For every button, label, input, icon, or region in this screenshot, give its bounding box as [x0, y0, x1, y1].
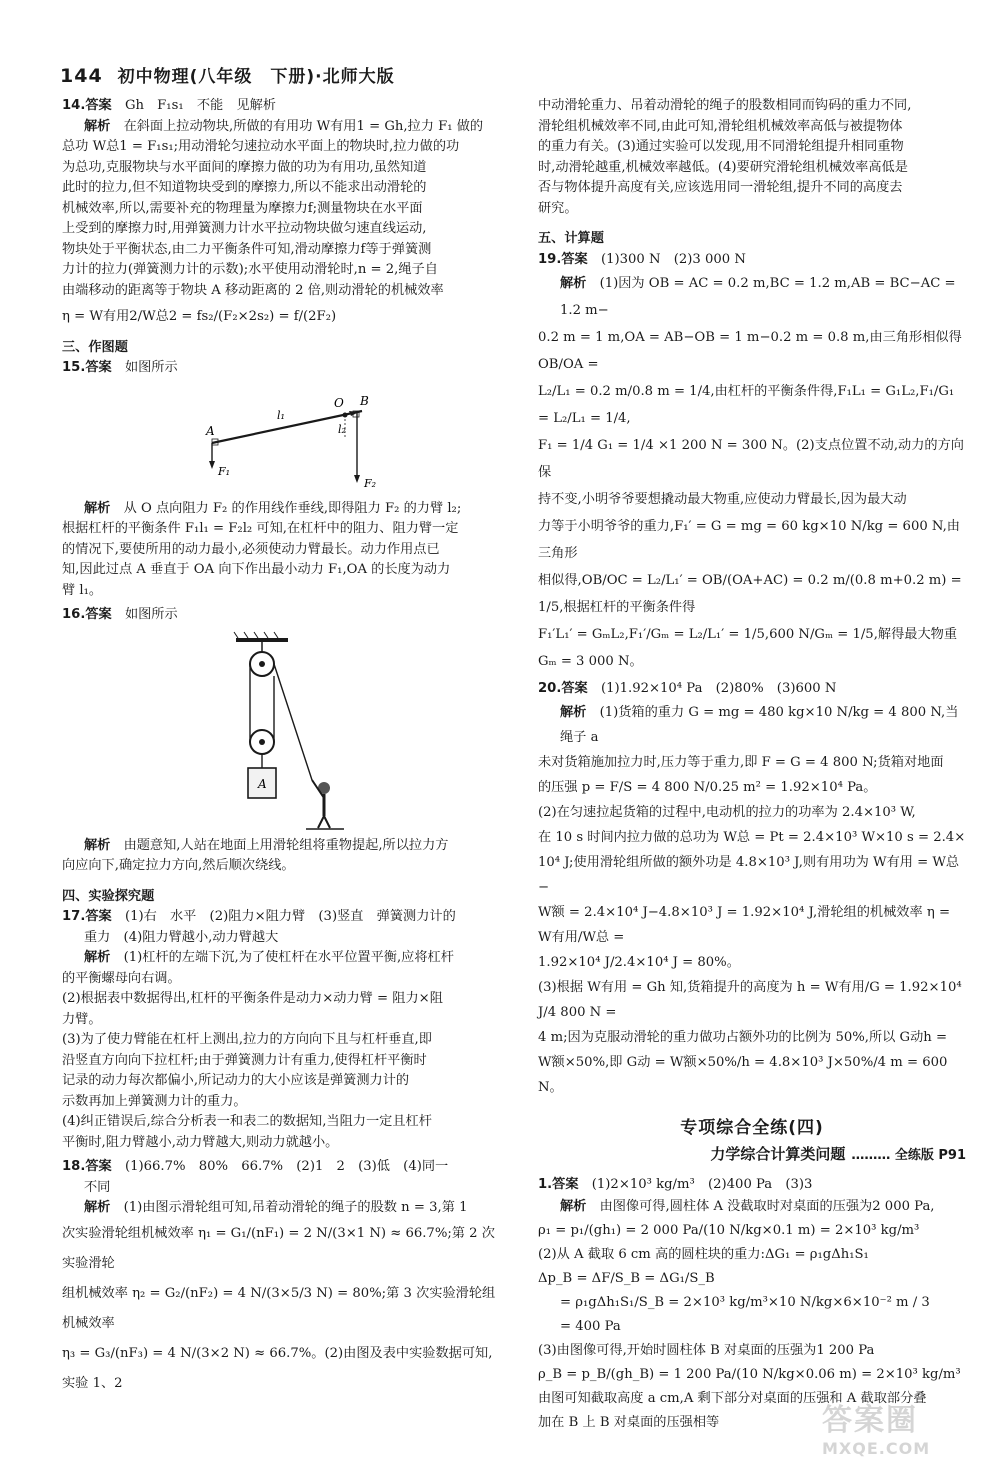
answer-text: (1)300 N (2)3 000 N — [600, 251, 746, 267]
analysis-line: 组机械效率 η₂ = G₂/(nF₂) = 4 N/(3×5/3 N) = 80%;第 3 次实验滑轮组机械效率 — [62, 1285, 496, 1331]
analysis-line: 从 O 点向阻力 F₂ 的作用线作垂线,即得阻力 F₂ 的力臂 l₂; — [123, 500, 462, 516]
fixed-pulley-axle — [259, 661, 265, 667]
answer-label: 1.答案 — [538, 1176, 579, 1192]
analysis-line: 力等于小明爷爷的重力,F₁′ = G = mg = 60 kg×10 N/kg = 600 N,由三角形 — [538, 519, 960, 561]
special-section-title: 专项综合全练(四) — [680, 1117, 824, 1138]
label-l1: l₁ — [277, 408, 285, 422]
analysis-line: (4)纠正错误后,综合分析表一和表二的数据知,当阻力一定且杠杆 — [62, 1114, 432, 1129]
right-column — [538, 96, 966, 1439]
f1-arrowhead — [209, 461, 215, 469]
analysis-line: 沿竖直方向向下拉杠杆;由于弹簧测力计有重力,使得杠杆平衡时 — [62, 1052, 427, 1068]
answer-label: 20.答案 — [538, 681, 588, 696]
analysis-label: 解析 — [84, 950, 111, 965]
analysis-line: 上受到的摩擦力时,用弹簧测力计水平拉动物块做匀速直线运动, — [62, 221, 427, 236]
label-o: O — [334, 395, 344, 410]
answer-label: 18.答案 — [62, 1159, 112, 1174]
analysis-line: 在斜面上拉动物块,所做的有用功 W有用1 = Gh,拉力 F₁ 做的 — [123, 118, 484, 134]
running-head — [60, 62, 395, 87]
answer-label: 14.答案 — [62, 98, 112, 113]
analysis-label: 解析 — [84, 1200, 111, 1215]
answer-label: 16.答案 — [62, 607, 112, 622]
analysis-line: 机械效率,所以,需要补充的物理量为摩擦力f;测量物块在水平面 — [62, 200, 423, 216]
analysis-line: 向应向下,确定拉力方向,然后顺次绕线。 — [62, 858, 295, 873]
section-heading: 五、计算题 — [538, 231, 604, 246]
section-heading: 四、实验探究题 — [62, 888, 155, 904]
analysis-line: 次实验滑轮组机械效率 η₁ = G₁/(nF₁) = 2 N/(3×1 N) ≈ 66.7%;第 2 次实验滑轮 — [62, 1225, 495, 1271]
analysis-line: W额 = 2.4×10⁴ J−4.8×10³ J = 1.92×10⁴ J,滑轮组的机械效率 η = W有用/W总 = — [538, 904, 951, 945]
ceiling-hatch — [264, 632, 268, 638]
label-f1: F₁ — [218, 464, 231, 478]
section-heading: 三、作图题 — [62, 339, 128, 355]
analysis-line: 总功 W总1 = F₁s₁;用动滑轮匀速拉动水平面上的物块时,拉力做的功 — [62, 139, 460, 154]
analysis-line: F₁ = 1/4 G₁ = 1/4 ×1 200 N = 300 N。(2)支点位置不动,动力的方向保 — [538, 438, 964, 480]
analysis-line: L₂/L₁ = 0.2 m/0.8 m = 1/4,由杠杆的平衡条件得,F₁L₁ = G₁L₂,F₁/G₁ = L₂/L₁ = 1/4, — [538, 384, 955, 426]
analysis-line: 的压强 p = F/S = 4 800 N/0.25 m² = 1.92×10⁴ Pa。 — [538, 779, 877, 795]
analysis-line: (1)杠杆的左端下沉,为了使杠杆在水平位置平衡,应将杠杆 — [123, 950, 454, 965]
analysis-line: 的平衡螺母向右调。 — [62, 970, 181, 986]
analysis-line: 为总功,克服物块与水平面间的摩擦力做的功为有用功,虽然知道 — [62, 159, 427, 175]
analysis-line: 平衡时,阻力臂越小,动力臂越大,则动力就越小。 — [62, 1134, 339, 1150]
analysis-line: ρ_B = p_B/(gh_B) = 1 200 Pa/(10 N/kg×0.06 m) = 2×10³ kg/m³ — [538, 1367, 961, 1382]
answer-label: 15.答案 — [62, 360, 112, 375]
subtitle-text: 力学综合计算类问题 — [710, 1145, 846, 1163]
analysis-label: 解析 — [84, 837, 111, 853]
analysis-line: 中动滑轮重力、吊着动滑轮的绳子的股数相同而钩码的重力不同, — [538, 98, 912, 113]
question-20 — [538, 679, 966, 1100]
analysis-line: (1)货箱的重力 G = mg = 480 kg×10 N/kg = 4 800 N,当绳子 a — [560, 704, 959, 745]
analysis-line: 臂 l₁。 — [62, 582, 103, 598]
question-18 — [62, 1157, 502, 1399]
analysis-line: 0.2 m = 1 m,OA = AB−OB = 1 m−0.2 m = 0.8 m,由三角形相似得 OB/OA = — [538, 330, 962, 372]
analysis-line: 时,动滑轮越重,机械效率越低。(4)要研究滑轮组机械效率高低是 — [538, 159, 908, 175]
analysis-label: 解析 — [560, 276, 587, 291]
watermark-url: MXQE.COM — [822, 1439, 931, 1458]
analysis-line: 在 10 s 时间内拉力做的总功为 W总 = Pt = 2.4×10³ W×10 s = 2.4× — [538, 829, 966, 845]
analysis-line: 加在 B 上 B 对桌面的压强相等 — [538, 1415, 720, 1430]
answer-text: 如图所示 — [124, 360, 178, 375]
question-17 — [62, 907, 502, 1153]
label-l2: l₂ — [338, 422, 346, 436]
analysis-line: 研究。 — [538, 200, 578, 216]
person-leg — [324, 816, 330, 828]
analysis-line: 由图像可得,圆柱体 A 没截取时对桌面的压强为2 000 Pa, — [599, 1199, 935, 1214]
fulcrum-o — [343, 412, 348, 417]
analysis-line: (2)根据表中数据得出,杠杆的平衡条件是动力×动力臂 = 阻力×阻 — [62, 991, 443, 1006]
analysis-line: 物块处于平衡状态,由二力平衡条件可知,滑动摩擦力f等于弹簧测 — [62, 241, 432, 257]
analysis-line: (2)在匀速拉起货箱的过程中,电动机的拉力的功率为 2.4×10³ W, — [538, 804, 916, 820]
analysis-line: 的重力有关。(3)通过实验可以发现,用不同滑轮组提升相同重物 — [538, 139, 904, 154]
analysis-line: η₃ = G₃/(nF₃) = 4 N/(3×2 N) ≈ 66.7%。(2)由图及表中实验数据可知,实验 1、2 — [62, 1345, 493, 1391]
analysis-label: 解析 — [84, 500, 111, 516]
analysis-line: 由图可知截取高度 a cm,A 剩下部分对桌面的压强和 A 截取部分叠 — [538, 1391, 927, 1406]
answer-label: 17.答案 — [62, 909, 112, 924]
question-14 — [62, 96, 502, 328]
analysis-line: = ρ₁gΔh₁S₁/S_B = 2×10³ kg/m³×10 N/kg×6×10⁻² m / 3 — [560, 1295, 930, 1310]
analysis-line: = 400 Pa — [560, 1319, 621, 1334]
question-19 — [538, 250, 966, 676]
analysis-line: (3)根据 W有用 = Gh 知,货箱提升的高度为 h = W有用/G = 1.92×10⁴ J/4 800 N = — [538, 979, 962, 1020]
analysis-line: (3)由图像可得,开始时圆柱体 B 对桌面的压强为1 200 Pa — [538, 1343, 875, 1358]
f2-arrowhead — [354, 475, 360, 483]
analysis-label: 解析 — [560, 704, 587, 720]
site-watermark — [822, 1395, 982, 1458]
answer-label: 19.答案 — [538, 251, 588, 267]
label-weight-a: A — [258, 776, 267, 791]
analysis-line: 4 m;因为克服动滑轮的重力做功占额外功的比例为 50%,所以 G动h = — [538, 1029, 947, 1045]
answer-text: 重力 (4)阻力臂越小,动力臂越大 — [84, 929, 279, 945]
answer-text: (1)右 水平 (2)阻力×阻力臂 (3)竖直 弹簧测力计的 — [124, 909, 456, 924]
question-16 — [62, 605, 502, 877]
movable-pulley-axle — [259, 739, 265, 745]
left-column — [62, 96, 502, 1403]
book-title: 初中物理(八年级 下册)·北师大版 — [117, 67, 395, 87]
analysis-line: 持不变,小明爷爷要想撬动最大物重,应使动力臂最长,因为最大动 — [538, 492, 907, 507]
answer-text: (1)66.7% 80% 66.7% (2)1 2 (3)低 (4)同一 — [124, 1159, 449, 1174]
analysis-line: 力臂。 — [62, 1011, 102, 1027]
analysis-line: 相似得,OB/OC = L₂/L₁′ = OB/(OA+AC) = 0.2 m/(0.8 m+0.2 m) = 1/5,根据杠杆的平衡条件得 — [538, 573, 962, 615]
answer-text: Gh F₁s₁ 不能 见解析 — [124, 98, 276, 113]
ceiling-hatch — [234, 632, 238, 638]
answer-text: (1)1.92×10⁴ Pa (2)80% (3)600 N — [600, 681, 837, 696]
analysis-line: 的情况下,要使所用的动力最小,必须使动力臂最长。动力作用点已 — [62, 541, 440, 557]
ceiling-hatch — [274, 632, 278, 638]
analysis-line: 由端移动的距离等于物块 A 移动距离的 2 倍,则动滑轮的机械效率 — [62, 282, 444, 298]
label-f2: F₂ — [364, 476, 377, 490]
analysis-line: 1.92×10⁴ J/2.4×10⁴ J = 80%。 — [538, 954, 740, 970]
analysis-line: (2)从 A 截取 6 cm 高的圆柱块的重力:ΔG₁ = ρ₁gΔh₁S₁ — [538, 1247, 869, 1262]
efficiency-formula: η = W有用2/W总2 = fs₂/(F₂×2s₂) = f/(2F₂) — [62, 309, 337, 324]
lever-diagram — [62, 383, 502, 493]
label-b: B — [360, 393, 369, 408]
analysis-line: 否与物体提升高度有关,应该选用同一滑轮组,提升不同的高度去 — [538, 180, 903, 195]
watermark-logo-text: 答案圈 — [822, 1403, 918, 1438]
ceiling-hatch — [244, 632, 248, 638]
analysis-line: 力计的拉力(弹簧测力计的示数);水平使用动滑轮时,n = 2,绳子自 — [62, 262, 438, 277]
pulley-diagram — [62, 630, 502, 830]
analysis-line: 10⁴ J;使用滑轮组所做的额外功是 4.8×10³ J,则有用功为 W有用 = W总 − — [538, 854, 960, 895]
analysis-line: (1)因为 OB = AC = 0.2 m,BC = 1.2 m,AB = BC−AC = 1.2 m− — [560, 276, 956, 318]
rope-free-end — [274, 664, 312, 780]
page-reference: ……… 全练版 P91 — [851, 1148, 966, 1163]
analysis-line: ρ₁ = p₁/(gh₁) = 2 000 Pa/(10 N/kg×0.1 m) = 2×10³ kg/m³ — [538, 1223, 920, 1238]
analysis-line: 根据杠杆的平衡条件 F₁l₁ = F₂l₂ 可知,在杠杆中的阻力、阻力臂一定 — [62, 521, 459, 536]
analysis-line: (1)由图示滑轮组可知,吊着动滑轮的绳子的股数 n = 3,第 1 — [123, 1200, 468, 1215]
answer-text: 不同 — [84, 1179, 111, 1195]
answer-text: (1)2×10³ kg/m³ (2)400 Pa (3)3 — [591, 1176, 813, 1192]
analysis-line: (3)为了使力臂能在杠杆上测出,拉力的方向向下且与杠杆垂直,即 — [62, 1032, 432, 1047]
analysis-line: 知,因此过点 A 垂直于 OA 向下作出最小动力 F₁,OA 的长度为动力 — [62, 562, 451, 577]
ceiling-hatch — [254, 632, 258, 638]
analysis-line: F₁′L₁′ = GₘL₂,F₁′/Gₘ = L₂/L₁′ = 1/5,600 N/Gₘ = 1/5,解得最大物重 Gₘ = 3 000 N。 — [538, 627, 958, 669]
label-a: A — [206, 423, 215, 438]
special-section-subtitle — [538, 1144, 966, 1167]
analysis-line: 此时的拉力,但不知道物块受到的摩擦力,所以不能求出动滑轮的 — [62, 180, 427, 195]
answer-text: 如图所示 — [124, 607, 178, 622]
analysis-line: W额×50%,即 G动 = W额×50%/h = 4.8×10³ J×50%/4 m = 600 N。 — [538, 1054, 948, 1095]
analysis-label: 解析 — [560, 1199, 587, 1214]
analysis-line: 示数再加上弹簧测力计的重力。 — [62, 1093, 247, 1109]
analysis-label: 解析 — [84, 118, 111, 134]
question-18-continued — [538, 96, 966, 219]
analysis-line: 记录的动力每次都偏小,所记动力的大小应该是弹簧测力计的 — [62, 1073, 410, 1088]
question-15 — [62, 358, 502, 601]
person-leg — [318, 816, 324, 828]
analysis-line: Δp_B = ΔF/S_B = ΔG₁/S_B — [538, 1271, 715, 1286]
analysis-line: 未对货箱施加拉力时,压力等于重力,即 F = G = 4 800 N;货箱对地面 — [538, 754, 944, 770]
analysis-line: 由题意知,人站在地面上用滑轮组将重物提起,所以拉力方 — [123, 837, 449, 853]
analysis-line: 滑轮组机械效率不同,由此可知,滑轮组机械效率高低与被提物体 — [538, 118, 903, 134]
ceiling — [236, 638, 288, 642]
page-number: 144 — [60, 65, 103, 87]
